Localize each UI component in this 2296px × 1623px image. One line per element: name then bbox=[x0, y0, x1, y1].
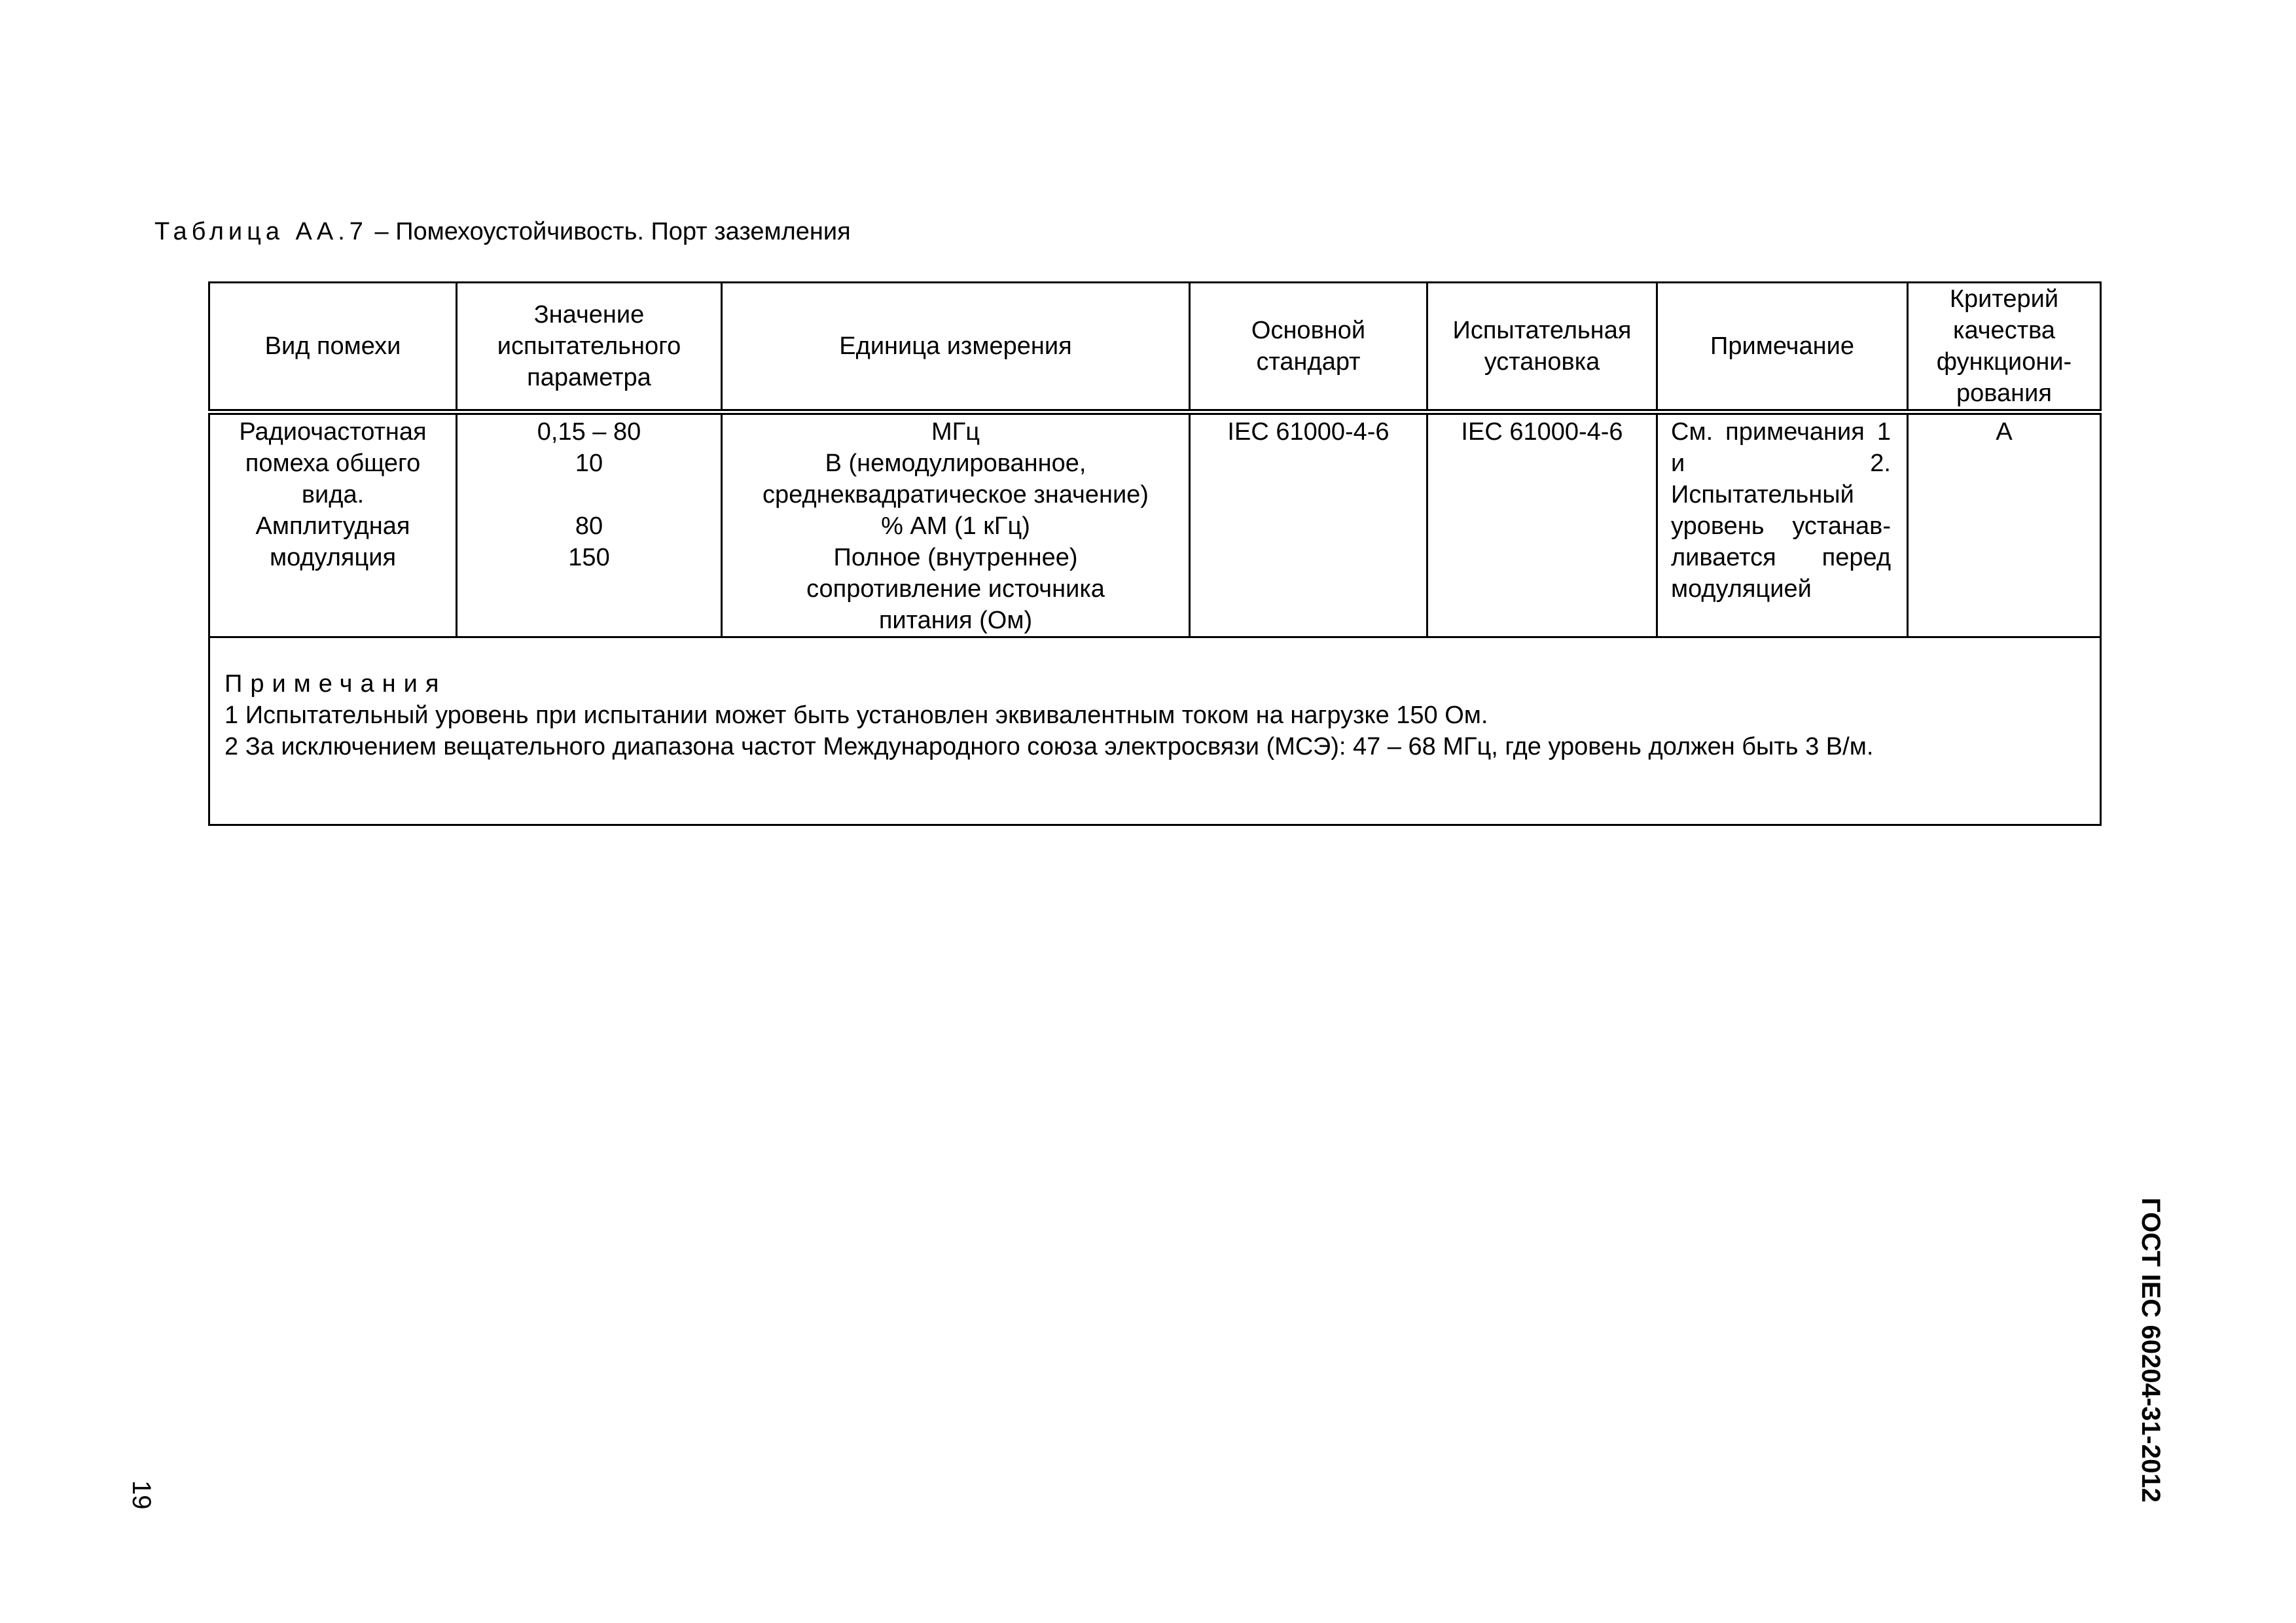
notes-cell bbox=[209, 637, 2101, 825]
immunity-table bbox=[208, 281, 2102, 826]
cell-performance-criterion: А bbox=[1908, 412, 2101, 637]
note-2: 2 За исключением вещательного диапазона частот Международного союза электросвязи (МСЭ): 47 – 68 МГц, где уровень должен быть 3 В/м. bbox=[224, 733, 1874, 760]
cell-test-values: 0,15 – 80 10 80 150 bbox=[457, 412, 722, 637]
header-remark: Примечание bbox=[1657, 283, 1908, 412]
header-basic-standard: Основной стандарт bbox=[1190, 283, 1427, 412]
table-header-row bbox=[209, 283, 2101, 412]
cell-test-setup: IEC 61000-4-6 bbox=[1427, 412, 1657, 637]
table-row bbox=[209, 412, 2101, 637]
table-caption bbox=[154, 216, 851, 247]
header-test-setup: Испытательная установка bbox=[1427, 283, 1657, 412]
page-number: 19 bbox=[127, 1480, 156, 1510]
header-interference-type: Вид помехи bbox=[209, 283, 457, 412]
table-caption-title: Помехоустойчивость. Порт заземления bbox=[395, 218, 851, 245]
document-code: ГОСТ IEC 60204-31-2012 bbox=[2136, 1198, 2165, 1503]
header-performance-criterion: Критерий качества функциони- рования bbox=[1908, 283, 2101, 412]
notes-row bbox=[209, 637, 2101, 825]
table-caption-dash: – bbox=[367, 218, 396, 245]
header-test-value: Значение испытательного параметра bbox=[457, 283, 722, 412]
notes-title: Примечания bbox=[224, 670, 447, 698]
header-unit: Единица измерения bbox=[722, 283, 1190, 412]
table-caption-label: Таблица АА.7 bbox=[154, 218, 368, 245]
cell-units: МГц В (немодулированное, среднеквадратическое значение) % АМ (1 кГц) Полное (внутреннее) сопротивление источника питания (Ом) bbox=[722, 412, 1190, 637]
cell-basic-standard: IEC 61000-4-6 bbox=[1190, 412, 1427, 637]
cell-remark: См. примечания 1 и 2. Испытательный уровень устанав-ливается перед модуляцией bbox=[1657, 412, 1908, 637]
note-1: 1 Испытательный уровень при испытании может быть установлен эквивалентным током на нагрузке 150 Ом. bbox=[224, 702, 1488, 729]
cell-interference-type: Радиочастотная помеха общего вида. Амплитудная модуляция bbox=[209, 412, 457, 637]
